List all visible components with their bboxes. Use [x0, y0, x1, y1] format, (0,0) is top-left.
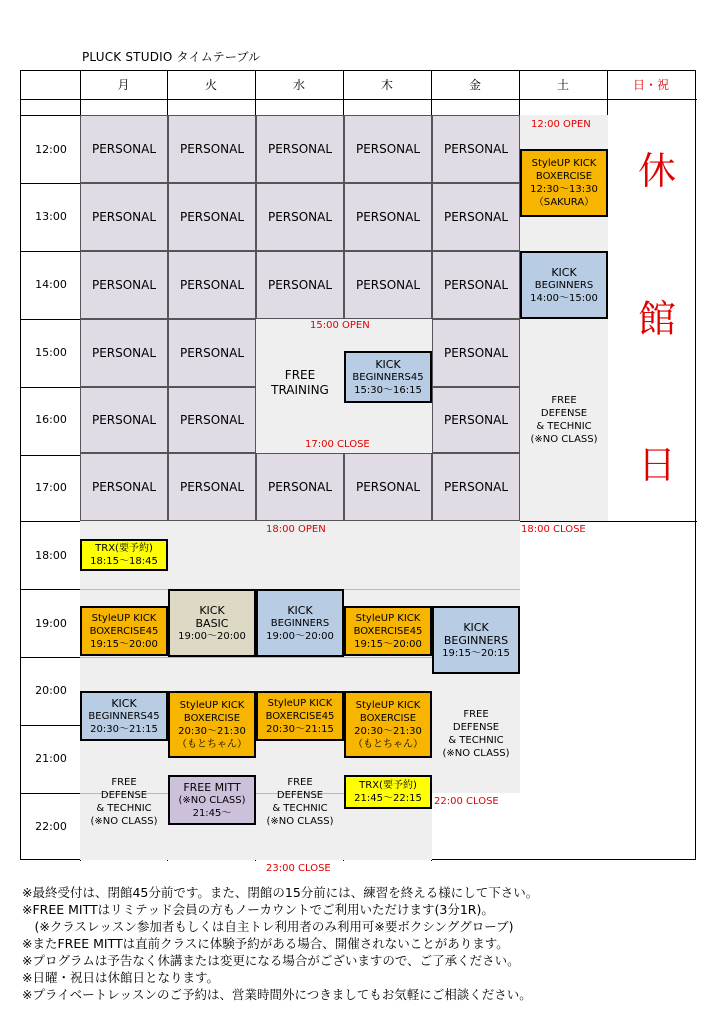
day-fri: 金 [468, 78, 481, 92]
time-label: 15:00 [35, 346, 67, 359]
class-kick-beginners-fri[interactable]: KICK BEGINNERS 19:15～20:15 [432, 606, 520, 674]
time-label: 12:00 [35, 143, 67, 156]
closed-char: 館 [637, 297, 676, 341]
class-styleup-kick-sakura[interactable]: StyleUP KICK BOXERCISE 12:30～13:30 （SAKURA） [520, 149, 608, 217]
personal-cell: PERSONAL [256, 251, 344, 319]
personal-cell: PERSONAL [168, 115, 256, 183]
personal-cell: PERSONAL [432, 251, 520, 319]
personal-cell: PERSONAL [256, 183, 344, 251]
class-styleup-boxercise-tue[interactable]: StyleUP KICK BOXERCISE 20:30～21:30 （もとちゃん） [168, 691, 256, 758]
fri-close-label: 22:00 CLOSE [434, 796, 499, 807]
time-label: 20:00 [35, 684, 67, 697]
free-training-label: FREE TRAINING [271, 368, 329, 397]
personal-cell: PERSONAL [80, 251, 168, 319]
time-label: 13:00 [35, 210, 67, 223]
personal-cell: PERSONAL [432, 183, 520, 251]
note-line: ※FREE MITTはリミテッド会員の方もノーカウントでご利用いただけます(3分1R)。 [22, 902, 494, 917]
personal-cell: PERSONAL [344, 183, 432, 251]
time-label: 22:00 [35, 820, 67, 833]
personal-cell: PERSONAL [168, 453, 256, 521]
personal-cell: PERSONAL [344, 251, 432, 319]
personal-cell: PERSONAL [80, 453, 168, 521]
time-label: 17:00 [35, 481, 67, 494]
personal-cell: PERSONAL [256, 453, 344, 521]
class-styleup-boxercise45-wed[interactable]: StyleUP KICK BOXERCISE45 20:30～21:15 [256, 691, 344, 741]
personal-cell: PERSONAL [432, 453, 520, 521]
class-kick-beginners45[interactable]: KICK BEGINNERS45 15:30～16:15 [344, 351, 432, 403]
day-sun-holiday: 日・祝 [632, 78, 669, 92]
class-styleup-boxercise-thu[interactable]: StyleUP KICK BOXERCISE 20:30～21:30 （もとちゃん） [344, 691, 432, 758]
personal-cell: PERSONAL [80, 183, 168, 251]
note-line: (※クラスレッスン参加者もしくは自主トレ利用者のみ利用可※要ボクシンググローブ) [22, 919, 514, 934]
personal-cell: PERSONAL [80, 387, 168, 453]
class-styleup-boxercise45-thu[interactable]: StyleUP KICK BOXERCISE45 19:15～20:00 [344, 606, 432, 656]
personal-cell: PERSONAL [432, 115, 520, 183]
closed-char: 休 [637, 149, 676, 193]
day-mon: 月 [117, 78, 130, 92]
personal-cell: PERSONAL [80, 319, 168, 387]
closed-char: 日 [637, 443, 676, 487]
wed-free-defense: FREE DEFENSE & TECHNIC (※NO CLASS) [266, 777, 334, 827]
personal-cell: PERSONAL [432, 319, 520, 387]
personal-cell: PERSONAL [168, 251, 256, 319]
sat-close-label: 18:00 CLOSE [521, 524, 586, 535]
note-line: ※またFREE MITTは直前クラスに体験予約がある場合、開催されないことがあります。 [22, 936, 509, 951]
close-label: 17:00 CLOSE [305, 439, 370, 450]
evening-close-label: 23:00 CLOSE [266, 863, 331, 874]
day-thu: 木 [380, 78, 393, 92]
note-line: ※日曜・祝日は休館日となります。 [22, 970, 219, 985]
class-trx-mon[interactable]: TRX(要予約) 18:15～18:45 [80, 539, 168, 571]
class-styleup-boxercise45-mon[interactable]: StyleUP KICK BOXERCISE45 19:15～20:00 [80, 606, 168, 656]
day-wed: 水 [292, 78, 305, 92]
personal-cell: PERSONAL [344, 115, 432, 183]
time-label: 16:00 [35, 413, 67, 426]
time-label: 14:00 [35, 278, 67, 291]
fri-free-defense: FREE DEFENSE & TECHNIC (※NO CLASS) [442, 709, 510, 759]
class-free-mitt-tue[interactable]: FREE MITT (※NO CLASS) 21:45～ [168, 775, 256, 825]
class-kick-beginners[interactable]: KICK BEGINNERS 14:00～15:00 [520, 251, 608, 319]
time-label: 21:00 [35, 752, 67, 765]
sat-free-defense: FREE DEFENSE & TECHNIC (※NO CLASS) [530, 395, 598, 445]
time-label: 19:00 [35, 617, 67, 630]
note-line: ※プライベートレッスンのご予約は、営業時間外につきましてもお気軽にご相談ください。 [22, 987, 532, 1002]
sat-open-label: 12:00 OPEN [531, 119, 591, 130]
personal-cell: PERSONAL [80, 115, 168, 183]
evening-open-label: 18:00 OPEN [266, 524, 326, 535]
personal-cell: PERSONAL [432, 387, 520, 453]
time-label: 18:00 [35, 549, 67, 562]
personal-cell: PERSONAL [168, 319, 256, 387]
page-title: PLUCK STUDIO タイムテーブル [82, 50, 261, 64]
personal-cell: PERSONAL [168, 183, 256, 251]
day-sat: 土 [556, 78, 569, 92]
day-tue: 火 [204, 78, 217, 92]
personal-cell: PERSONAL [256, 115, 344, 183]
mon-free-defense: FREE DEFENSE & TECHNIC (※NO CLASS) [90, 777, 158, 827]
personal-cell: PERSONAL [344, 453, 432, 521]
open-label: 15:00 OPEN [310, 320, 370, 331]
class-kick-basic-tue[interactable]: KICK BASIC 19:00～20:00 [168, 589, 256, 657]
class-kick-beginners45-mon[interactable]: KICK BEGINNERS45 20:30～21:15 [80, 691, 168, 741]
class-kick-beginners-wed[interactable]: KICK BEGINNERS 19:00～20:00 [256, 589, 344, 657]
class-trx-thu[interactable]: TRX(要予約) 21:45～22:15 [344, 775, 432, 809]
note-line: ※最終受付は、閉館45分前です。また、閉館の15分前には、練習を終える様にして下さい。 [22, 885, 539, 900]
note-line: ※プログラムは予告なく休講または変更になる場合がございますので、ご了承ください。 [22, 953, 520, 968]
personal-cell: PERSONAL [168, 387, 256, 453]
